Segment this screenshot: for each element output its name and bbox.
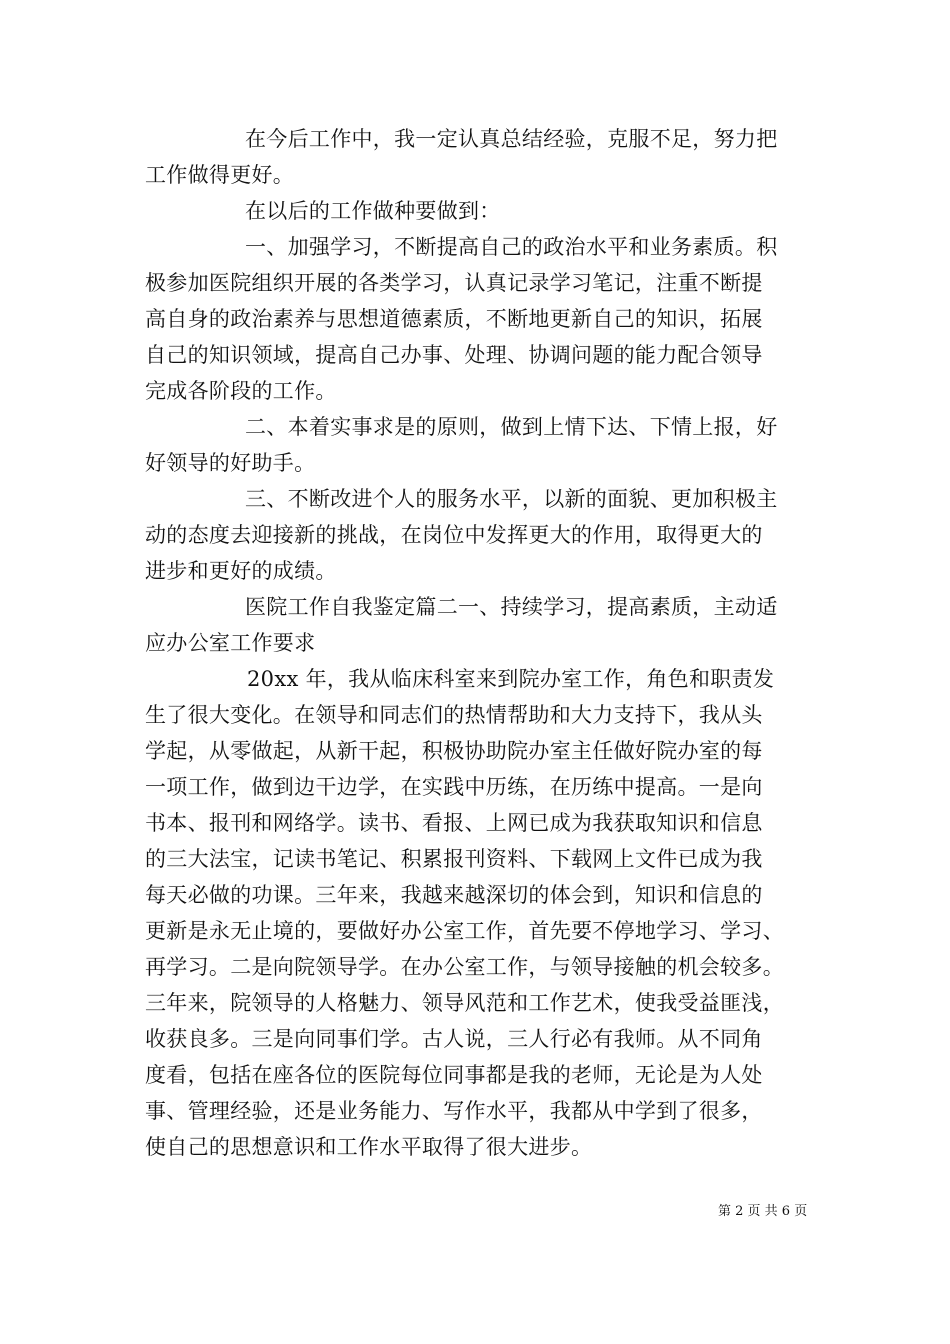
text-line-4: 一、加强学习，不断提高自己的政治水平和业务素质。积 — [245, 235, 778, 259]
text-line-13: 进步和更好的成绩。 — [145, 559, 337, 583]
page-footer: 第 2 页 共 6 页 — [718, 1204, 808, 1219]
text-line-26: 收获良多。三是向同事们学。古人说，三人行必有我师。从不同角 — [145, 1027, 763, 1051]
text-line-11: 三、不断改进个人的服务水平，以新的面貌、更加积极主 — [245, 487, 778, 511]
text-line-9: 二、本着实事求是的原则，做到上情下达、下情上报，好 — [245, 415, 778, 439]
text-line-2: 工作做得更好。 — [145, 163, 295, 187]
text-line-5: 极参加医院组织开展的各类学习，认真记录学习笔记，注重不断提 — [145, 271, 763, 295]
text-line-14: 医院工作自我鉴定篇二一、持续学习，提高素质，主动适 — [245, 595, 778, 619]
text-line-19: 一项工作，做到边干边学，在实践中历练，在历练中提高。一是向 — [145, 775, 763, 799]
text-line-18: 学起，从零做起，从新干起，积极协助院办室主任做好院办室的每 — [145, 739, 763, 763]
text-line-20: 书本、报刊和网络学。读书、看报、上网已成为我获取知识和信息 — [145, 811, 763, 835]
text-line-1: 在今后工作中，我一定认真总结经验，克服不足，努力把 — [245, 127, 778, 151]
text-line-28: 事、管理经验，还是业务能力、写作水平，我都从中学到了很多， — [145, 1099, 763, 1123]
text-line-29: 使自己的思想意识和工作水平取得了很大进步。 — [145, 1135, 593, 1159]
text-line-23: 更新是永无止境的，要做好办公室工作，首先要不停地学习、学习、 — [145, 919, 784, 943]
text-line-21: 的三大法宝，记读书笔记、积累报刊资料、下载网上文件已成为我 — [145, 847, 763, 871]
text-line-10: 好领导的好助手。 — [145, 451, 316, 475]
text-line-25: 三年来，院领导的人格魅力、领导风范和工作艺术，使我受益匪浅， — [145, 991, 784, 1015]
text-line-22: 每天必做的功课。三年来，我越来越深切的体会到，知识和信息的 — [145, 883, 763, 907]
text-line-27: 度看，包括在座各位的医院每位同事都是我的老师，无论是为人处 — [145, 1063, 763, 1087]
text-line-6: 高自身的政治素养与思想道德素质，不断地更新自己的知识，拓展 — [145, 307, 763, 331]
text-line-7: 自己的知识领域，提高自己办事、处理、协调问题的能力配合领导 — [145, 343, 763, 367]
text-line-17: 生了很大变化。在领导和同志们的热情帮助和大力支持下，我从头 — [145, 703, 763, 727]
text-line-8: 完成各阶段的工作。 — [145, 379, 337, 403]
text-line-15: 应办公室工作要求 — [145, 631, 316, 655]
text-line-3: 在以后的工作做种要做到： — [245, 199, 501, 223]
text-line-12: 动的态度去迎接新的挑战，在岗位中发挥更大的作用，取得更大的 — [145, 523, 763, 547]
text-line-24: 再学习。二是向院领导学。在办公室工作，与领导接触的机会较多。 — [145, 955, 784, 979]
text-line-16: 20xx 年，我从临床科室来到院办室工作，角色和职责发 — [247, 667, 775, 691]
